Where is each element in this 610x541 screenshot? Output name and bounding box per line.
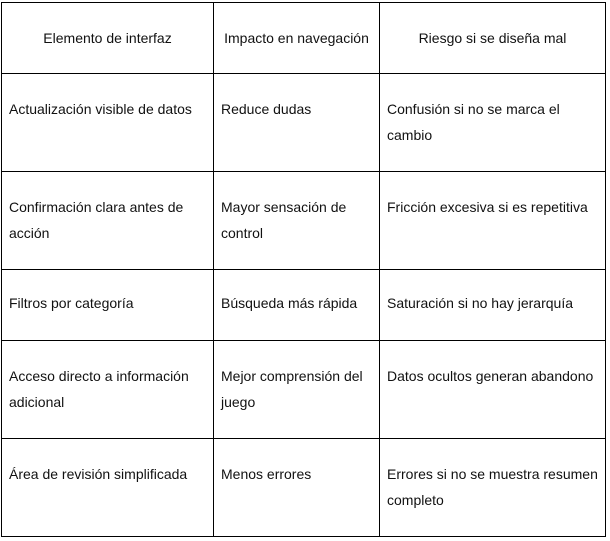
header-cell: Impacto en navegación: [214, 3, 380, 74]
table-cell: Búsqueda más rápida: [214, 270, 380, 341]
table-row: [2, 439, 606, 537]
table-cell: Mayor sensación de control: [214, 172, 380, 270]
table-row: [2, 172, 606, 270]
table-cell: Mejor comprensión del juego: [214, 341, 380, 439]
table-cell: Reduce dudas: [214, 74, 380, 172]
table-row: [2, 341, 606, 439]
table-cell: Acceso directo a información adicional: [2, 341, 214, 439]
table-cell: Filtros por categoría: [2, 270, 214, 341]
table-cell: Actualización visible de datos: [2, 74, 214, 172]
table-cell: Datos ocultos generan abandono: [380, 341, 606, 439]
header-cell: Riesgo si se diseña mal: [380, 3, 606, 74]
table-cell: Área de revisión simplificada: [2, 439, 214, 537]
table-row: [2, 74, 606, 172]
table-cell: Errores si no se muestra resumen completo: [380, 439, 606, 537]
comparison-table: [1, 2, 606, 537]
table-cell: Confirmación clara antes de acción: [2, 172, 214, 270]
header-cell: Elemento de interfaz: [2, 3, 214, 74]
table-cell: Confusión si no se marca el cambio: [380, 74, 606, 172]
table-header-row: [2, 3, 606, 74]
table-cell: Fricción excesiva si es repetitiva: [380, 172, 606, 270]
table-cell: Saturación si no hay jerarquía: [380, 270, 606, 341]
table-cell: Menos errores: [214, 439, 380, 537]
table-row: [2, 270, 606, 341]
